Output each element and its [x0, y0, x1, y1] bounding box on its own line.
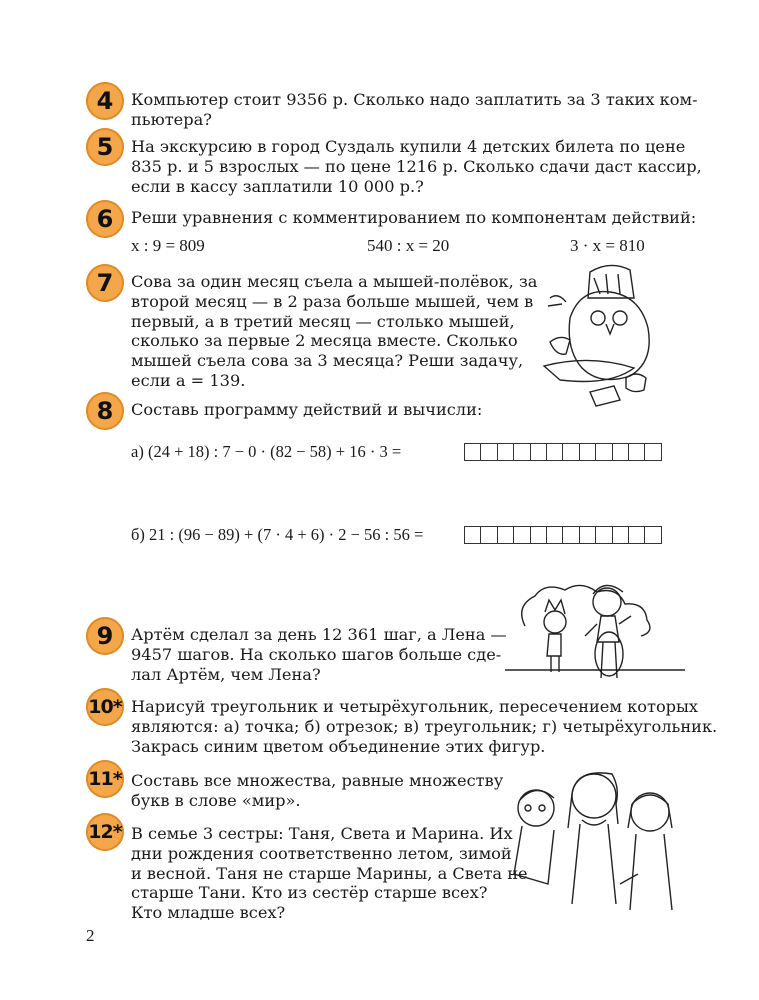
task-text: Реши уравнения с комментированием по компонентам действий:	[131, 208, 697, 227]
three-sisters-illustration	[502, 764, 682, 914]
task-number-badge: 10*	[86, 688, 124, 726]
equation-3: 3 · x = 810	[570, 236, 645, 255]
task-number-badge: 6	[86, 200, 124, 238]
answer-boxes-b	[464, 526, 661, 544]
answer-boxes-a	[464, 443, 661, 461]
owl-illustration	[530, 258, 690, 410]
task-number-badge: 9	[86, 617, 124, 655]
task-text: Артём сделал за день 12 361 шаг, а Лена — 9457 шагов. На сколько шагов больше сде- лал Артём, чем Лена?	[131, 625, 507, 684]
task-number-badge: 4	[86, 82, 124, 120]
task-number-badge: 5	[86, 128, 124, 166]
task-text: На экскурсию в город Суздаль купили 4 детских билета по цене 835 р. и 5 взрослых — по цене 1216 р. Сколько сдачи даст кассир, если в кассу заплатили 10 000 р.?	[131, 137, 702, 196]
equation-1: x : 9 = 809	[131, 236, 205, 255]
equation-2: 540 : x = 20	[367, 236, 450, 255]
task-number-badge: 11*	[86, 760, 124, 798]
task-text: В семье 3 сестры: Таня, Света и Марина. Их дни рождения соответственно летом, зимой и весной. Таня не старше Марины, а Света не старше Тани. Кто из сестёр старше всех? Кто младше всех?	[131, 824, 528, 923]
expression-a: а) (24 + 18) : 7 − 0 · (82 − 58) + 16 · 3 =	[131, 442, 402, 461]
task-text: Нарисуй треугольник и четырёхугольник, пересечением которых являются: а) точка; б) отрезок; в) треугольник; г) четырёхугольник. Закрась синим цветом объединение этих фигур.	[131, 697, 718, 756]
task-text: Сова за один месяц съела a мышей-полёвок, за второй месяц — в 2 раза больше мышей, чем в первый, а в третий месяц — столько мышей, сколько за первые 2 месяца вместе. Сколько мышей съела сова за 3 месяца? Реши задачу, если a = 139.	[131, 272, 538, 390]
task-number-badge: 8	[86, 392, 124, 430]
task-text: Компьютер стоит 9356 р. Сколько надо заплатить за 3 таких ком- пьютера?	[131, 90, 698, 129]
task-text: Составь программу действий и вычисли:	[131, 400, 483, 419]
task-number-badge: 7	[86, 264, 124, 302]
page-number: 2	[86, 926, 95, 945]
expression-b: б) 21 : (96 − 89) + (7 · 4 + 6) · 2 − 56 : 56 =	[131, 525, 424, 544]
task-number-badge: 12*	[86, 813, 124, 851]
task-text: Составь все множества, равные множеству букв в слове «мир».	[131, 771, 504, 810]
kids-with-hoop-illustration	[505, 576, 685, 688]
